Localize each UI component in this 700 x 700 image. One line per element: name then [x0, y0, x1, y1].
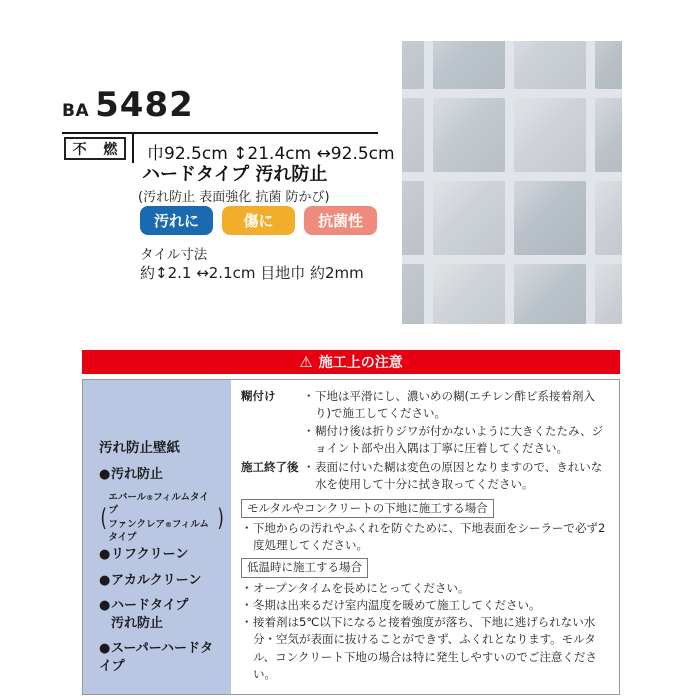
- notice-banner: [82, 350, 620, 374]
- feature-badge: 汚れに: [140, 206, 213, 235]
- tile: [595, 41, 622, 89]
- tile-spec-value: 約↕2.1 ↔2.1cm 目地巾 約2mm: [140, 264, 364, 282]
- notice-content-box: [82, 379, 620, 695]
- product-type-title: ハードタイプ 汚れ防止: [142, 164, 328, 185]
- instruction-bullet: ・ 冬期は出来るだけ室内温度を暖めて施工してください。: [241, 597, 541, 612]
- instruction-bullet: ・ 下地からの汚れやふくれを防ぐために、下地表面をシーラーで必ず2度処理してください。: [241, 520, 606, 552]
- flame-divider: [132, 132, 134, 163]
- instruction-row: [241, 459, 609, 494]
- instruction-row: [241, 388, 609, 457]
- sidebar-item: ●ハードタイプ 汚れ防止: [99, 597, 189, 631]
- sidebar-item: ●リフクリーン: [99, 547, 189, 563]
- tile: [433, 264, 505, 324]
- instruction-sections: [241, 496, 609, 684]
- sidebar-list: [99, 466, 225, 677]
- instruction-rows: [241, 388, 609, 494]
- tile: [433, 41, 505, 89]
- instruction-section: [241, 555, 609, 683]
- sidebar-item-note: ( エバール®フィルムタイプ ファンクレア®フィルムタイプ ): [100, 492, 224, 544]
- product-dimensions: 巾92.5cm ↕21.4cm ↔92.5cm: [147, 144, 395, 164]
- product-code-prefix: BA: [62, 101, 90, 121]
- instruction-row-label: 糊付け: [241, 389, 276, 403]
- instruction-bullet: ・ オープンタイムを長めにとってください。: [241, 580, 470, 595]
- paren-close: ): [217, 503, 224, 532]
- product-type-features: (汚れ防止 表面強化 抗菌 防かび): [138, 190, 330, 205]
- instruction-section: [241, 496, 609, 555]
- product-photo: [402, 41, 622, 324]
- tile: [514, 264, 586, 324]
- tile: [402, 98, 424, 172]
- tile: [514, 41, 586, 89]
- product-code: [62, 85, 194, 125]
- tile: [402, 264, 424, 324]
- tile: [514, 98, 586, 172]
- instruction-bullet: ・ 表面に付いた糊は変色の原因となりますので、きれいな水を使用して十分に拭き取ってください。: [303, 460, 603, 492]
- tile: [514, 181, 586, 255]
- warning-icon: ⚠: [299, 352, 313, 371]
- flame-rating-badge: 不 燃: [64, 137, 126, 160]
- instruction-section-heading: モルタルやコンクリートの下地に施工する場合: [241, 499, 494, 518]
- sidebar-item: ●汚れ防止: [99, 467, 164, 482]
- header-rule: [62, 132, 378, 134]
- tile: [595, 98, 622, 172]
- feature-badges: [140, 206, 377, 235]
- instruction-row-bullets: [303, 459, 609, 494]
- tile: [402, 41, 424, 89]
- instruction-bullet: ・ 接着剤は5℃以下になると接着強度が落ち、下地に逃げられない水分・空気が表面に抜けることができず、ふくれとなります。モルタル、コンクリート下地の場合は特に発生しやすいのでご注意ください。: [241, 615, 597, 681]
- tile: [595, 264, 622, 324]
- tile: [433, 181, 505, 255]
- feature-badge: 抗菌性: [304, 206, 377, 235]
- product-code-number: 5482: [95, 85, 194, 125]
- tile-spec-heading: タイル寸法: [140, 247, 208, 263]
- sidebar-item: ●スーパーハードタイプ: [99, 641, 214, 675]
- instruction-section-heading: 低温時に施工する場合: [241, 558, 368, 577]
- instruction-row-bullets: [303, 388, 609, 457]
- sidebar-title: 汚れ防止壁紙: [99, 440, 180, 456]
- notice-banner-title: 施工上の注意: [318, 355, 403, 371]
- tile: [595, 181, 622, 255]
- instruction-bullet: ・ 下地は平滑にし、濃いめの糊(エチレン酢ビ系接着剤入り)で施工してください。: [303, 389, 595, 421]
- instructions-panel: [231, 380, 619, 694]
- instruction-bullet: ・ 糊付け後は折りジワが付かないように大きくたたみ、ジョイント部や出入隅は丁寧に圧着してください。: [303, 423, 604, 455]
- paren-open: (: [100, 503, 107, 532]
- wallpaper-type-sidebar: [83, 380, 231, 694]
- sidebar-item: ●アカルクリーン: [99, 572, 202, 588]
- tile: [402, 181, 424, 255]
- feature-badge: 傷に: [222, 206, 295, 235]
- tile: [433, 98, 505, 172]
- instruction-row-label: 施工終了後: [241, 460, 299, 474]
- tile-grid: [402, 41, 622, 324]
